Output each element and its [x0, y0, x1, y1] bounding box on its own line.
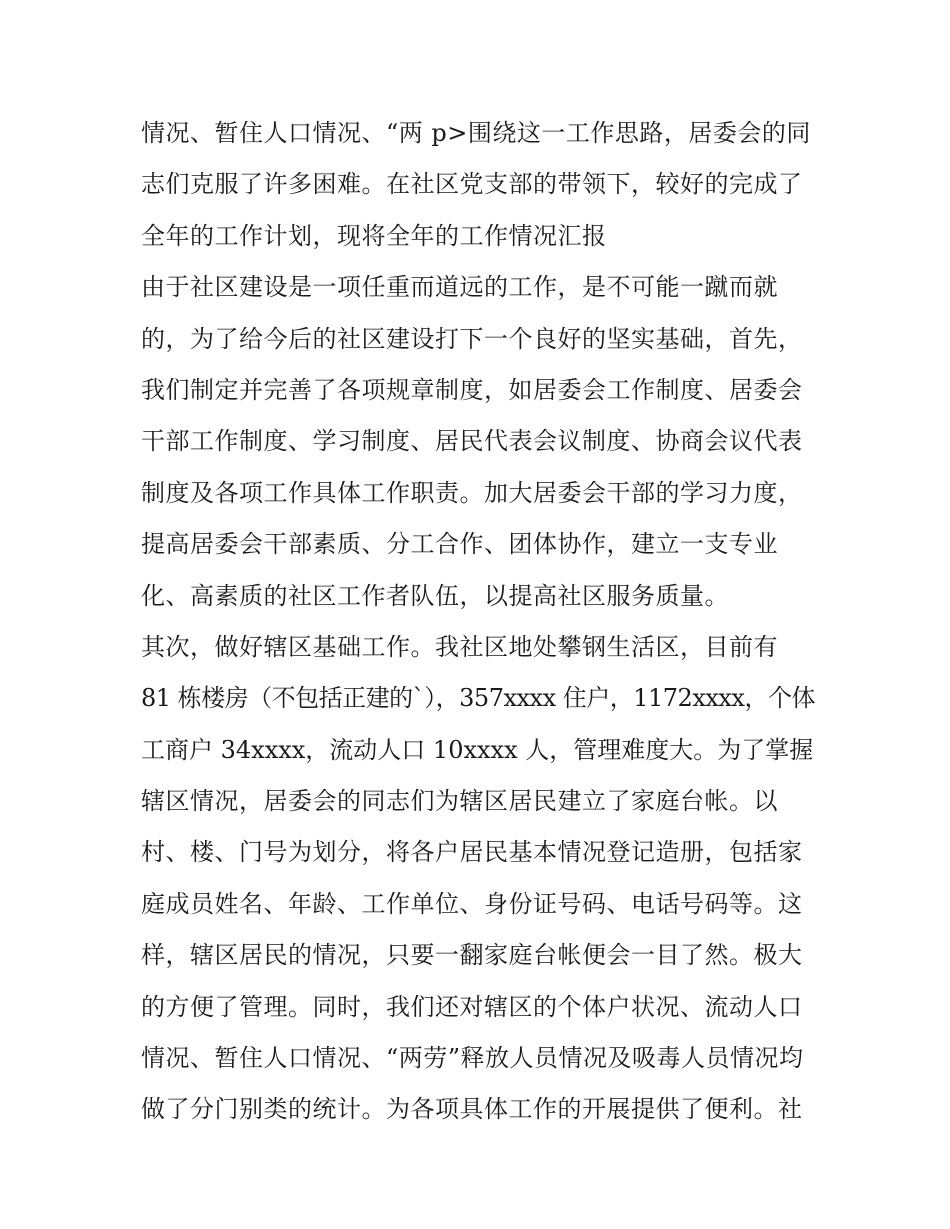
- text-line: 81 栋楼房（不包括正建的`），357xxxx 住户，1172xxxx，个体: [141, 684, 815, 713]
- text-line: 的方便了管理。同时，我们还对辖区的个体户状况、流动人口: [141, 992, 803, 1021]
- text-line: 情况、暂住人口情况、“两劳”释放人员情况及吸毒人员情况均: [141, 1044, 804, 1073]
- text-line: 其次，做好辖区基础工作。我社区地处攀钢生活区，目前有: [141, 632, 778, 661]
- text-line: 化、高素质的社区工作者队伍，以提高社区服务质量。: [141, 581, 729, 610]
- text-line: 做了分门别类的统计。为各项具体工作的开展提供了便利。社: [141, 1095, 803, 1124]
- text-line: 村、楼、门号为划分，将各户居民基本情况登记造册，包括家: [141, 838, 803, 867]
- text-line: 辖区情况，居委会的同志们为辖区居民建立了家庭台帐。以: [141, 787, 778, 816]
- text-line: 我们制定并完善了各项规章制度，如居委会工作制度、居委会: [141, 375, 803, 404]
- text-line: 制度及各项工作具体工作职责。加大居委会干部的学习力度，: [141, 478, 803, 507]
- text-line: 工商户 34xxxx，流动人口 10xxxx 人，管理难度大。为了掌握: [141, 735, 814, 764]
- text-line: 志们克服了许多困难。在社区党支部的带领下，较好的完成了: [141, 170, 803, 199]
- text-line: 提高居委会干部素质、分工合作、团体协作，建立一支专业: [141, 530, 778, 559]
- text-line: 干部工作制度、学习制度、居民代表会议制度、协商会议代表: [141, 427, 803, 456]
- text-line: 全年的工作计划，现将全年的工作情况汇报: [141, 221, 607, 250]
- text-line: 情况、暂住人口情况、“两 p>围绕这一工作思路，居委会的同: [141, 119, 811, 147]
- text-line: 庭成员姓名、年龄、工作单位、身份证号码、电话号码等。这: [141, 889, 803, 918]
- text-line: 样，辖区居民的情况，只要一翻家庭台帐便会一目了然。极大: [141, 941, 803, 970]
- document-body: [141, 108, 821, 1136]
- text-line: 由于社区建设是一项任重而道远的工作，是不可能一蹴而就: [141, 273, 778, 302]
- text-line: 的，为了给今后的社区建设打下一个良好的坚实基础，首先，: [141, 324, 803, 353]
